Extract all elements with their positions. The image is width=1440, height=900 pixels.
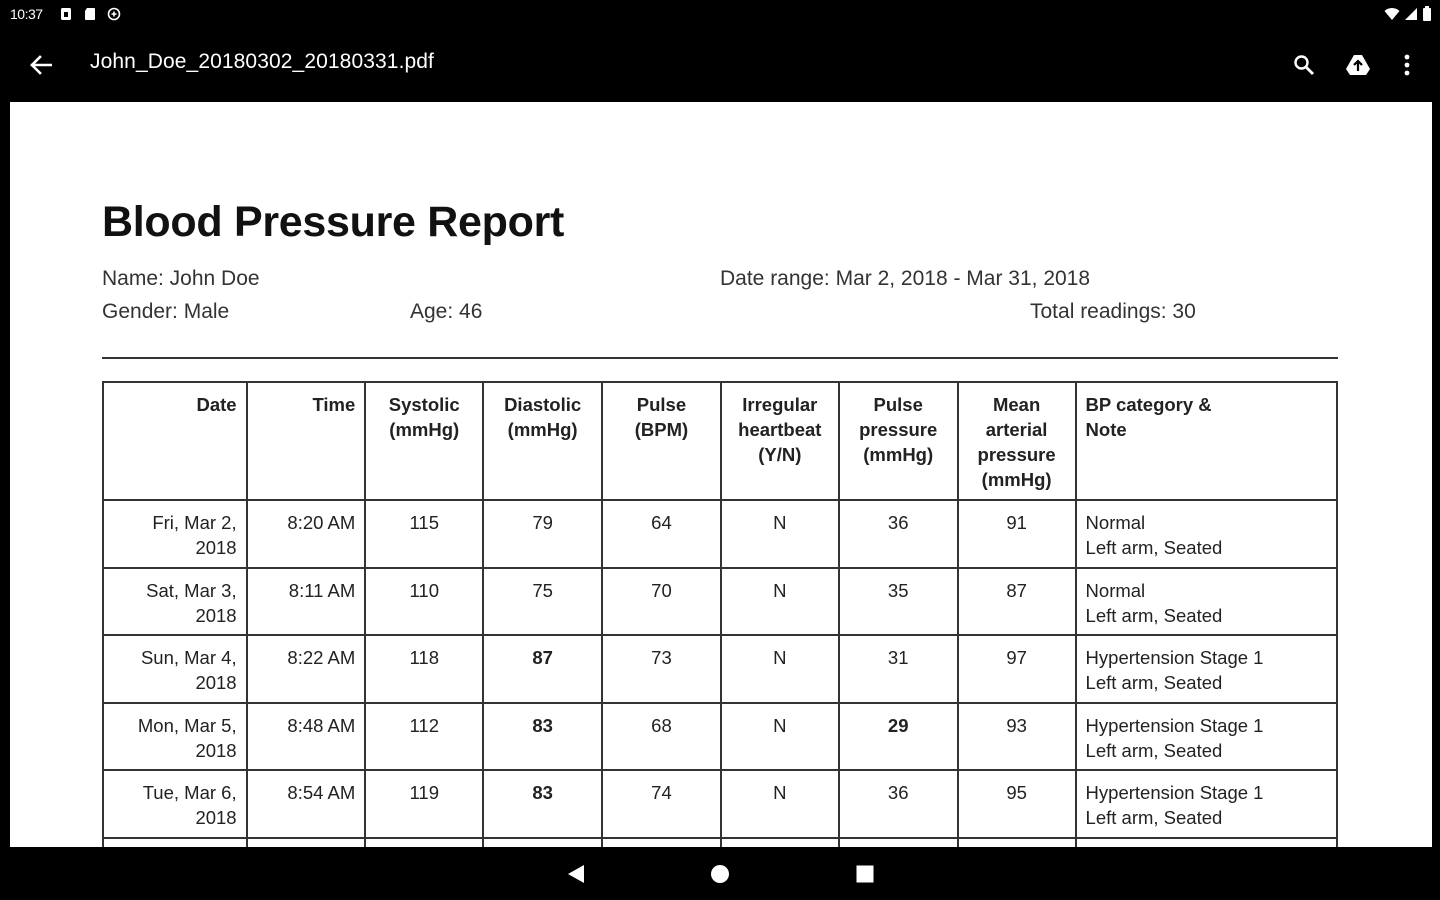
search-button[interactable] xyxy=(1286,48,1322,82)
cell-mean-arterial xyxy=(958,770,1076,838)
cell-irregular-text: N xyxy=(773,714,787,736)
cell-systolic xyxy=(365,635,483,703)
sd-card-icon xyxy=(83,7,97,21)
cell-pulse-pressure-text: 31 xyxy=(887,647,909,668)
column-header-text: arterial xyxy=(985,419,1048,440)
column-header-date xyxy=(103,382,247,500)
search-icon xyxy=(1293,54,1315,76)
cell-time xyxy=(247,568,366,636)
cell-pulse-text: 68 xyxy=(651,714,672,736)
cell-diastolic-text: 79 xyxy=(532,512,553,533)
cell-category-note-text: Hypertension Stage 1 xyxy=(1085,782,1264,803)
column-header-systolic xyxy=(365,382,483,500)
cell-diastolic-text: 83 xyxy=(532,714,553,736)
cell-date-text: 2018 xyxy=(195,604,237,626)
cell-date-text: 2018 xyxy=(195,807,237,828)
cell-category-note-text: Hypertension Stage 1 xyxy=(1085,647,1264,668)
cell-category-note-text: Hypertension Stage 1 xyxy=(1085,714,1264,736)
column-header-text: (mmHg) xyxy=(389,419,460,440)
wifi-icon xyxy=(1384,7,1400,21)
column-header-text: Pulse xyxy=(636,394,687,415)
sim-card-icon xyxy=(59,7,73,21)
recents-square-icon xyxy=(856,865,874,883)
cell-pulse xyxy=(602,770,721,838)
cell-date xyxy=(103,568,247,636)
table-row xyxy=(103,635,1337,703)
cell-systolic-text: 110 xyxy=(409,579,439,601)
cell-time xyxy=(247,770,366,838)
cell-date xyxy=(103,703,247,771)
cell-time-text: 8:11 AM xyxy=(288,579,356,601)
cell-date-text: Sun, Mar 4, xyxy=(140,647,237,668)
column-header-text: Systolic xyxy=(388,394,460,415)
arrow-back-icon xyxy=(30,55,52,75)
nav-recents-button[interactable] xyxy=(852,861,878,887)
column-header-mean-arterial-pressure xyxy=(958,382,1076,500)
column-header-text: BP category & xyxy=(1085,394,1212,415)
column-header-text: heartbeat xyxy=(738,419,822,440)
cell-pulse-pressure-text: 35 xyxy=(887,579,909,601)
cell-category-note-text: Left arm, Seated xyxy=(1085,537,1223,558)
column-header-diastolic xyxy=(483,382,602,500)
cell-pulse-pressure xyxy=(839,500,958,568)
cell-irregular xyxy=(721,703,839,771)
cell-systolic-text: 115 xyxy=(409,512,439,533)
cell-category-note xyxy=(1076,500,1337,568)
patient-gender: Gender: Male xyxy=(102,300,230,323)
cell-date-text: 2018 xyxy=(195,672,237,693)
signal-icon xyxy=(1404,7,1418,21)
cell-systolic-text: 119 xyxy=(409,782,439,803)
cell-irregular xyxy=(721,568,839,636)
cell-category-note-text: Left arm, Seated xyxy=(1085,807,1223,828)
column-header-time xyxy=(247,382,366,500)
cell-time-text: 8:54 AM xyxy=(287,782,356,803)
document-title: John_Doe_20180302_20180331.pdf xyxy=(90,50,434,73)
column-header-text: Irregular xyxy=(742,394,818,415)
table-row xyxy=(103,568,1337,636)
cell-diastolic-text: 87 xyxy=(532,647,553,668)
table-row xyxy=(103,500,1337,568)
patient-age: Age: 46 xyxy=(410,300,483,323)
cell-mean-arterial xyxy=(958,500,1076,568)
table-row xyxy=(103,838,1337,848)
cell-mean-arterial xyxy=(958,568,1076,636)
cell-irregular xyxy=(721,500,839,568)
home-circle-icon xyxy=(710,864,730,884)
cell-diastolic-text: 75 xyxy=(532,579,553,601)
cell-mean-arterial-text: 95 xyxy=(1006,782,1027,803)
cell-mean-arterial-text: 91 xyxy=(1006,512,1027,533)
cell-systolic xyxy=(365,703,483,771)
cell-irregular xyxy=(721,635,839,703)
column-header-text: Time xyxy=(312,394,356,415)
cell-time xyxy=(247,635,366,703)
cell-date-text: 2018 xyxy=(195,739,237,761)
cell-empty xyxy=(483,838,602,848)
cell-category-note-text: Left arm, Seated xyxy=(1085,672,1223,693)
cell-diastolic xyxy=(483,568,602,636)
cell-systolic-text: 112 xyxy=(409,714,439,736)
readings-table xyxy=(102,381,1338,847)
cell-pulse-text: 70 xyxy=(651,579,672,601)
cell-irregular-text: N xyxy=(773,512,787,533)
cell-irregular-text: N xyxy=(773,647,787,668)
column-header-text: (mmHg) xyxy=(981,469,1052,490)
column-header-text: Date xyxy=(196,394,237,415)
cell-mean-arterial xyxy=(958,703,1076,771)
cell-pulse-pressure-text: 36 xyxy=(887,512,909,533)
cell-time xyxy=(247,500,366,568)
cell-empty xyxy=(839,838,958,848)
cell-date-text: Fri, Mar 2, xyxy=(152,512,237,533)
column-header-text: (BPM) xyxy=(634,419,689,440)
cell-empty xyxy=(602,838,721,848)
column-header-text: (mmHg) xyxy=(507,419,578,440)
cell-mean-arterial-text: 87 xyxy=(1006,579,1027,601)
status-bar xyxy=(0,0,1440,28)
cell-pulse-pressure xyxy=(839,568,958,636)
date-range: Date range: Mar 2, 2018 - Mar 31, 2018 xyxy=(720,267,1091,290)
column-header-bp-category-note xyxy=(1076,382,1337,500)
cell-category-note-text: Normal xyxy=(1085,512,1146,533)
cell-systolic-text: 118 xyxy=(409,647,439,668)
cell-empty xyxy=(721,838,839,848)
cell-systolic xyxy=(365,500,483,568)
patient-name: Name: John Doe xyxy=(102,267,260,290)
cell-category-note-text: Normal xyxy=(1085,579,1146,601)
cell-category-note xyxy=(1076,568,1337,636)
cell-pulse-pressure xyxy=(839,770,958,838)
cell-pulse-pressure-text: 36 xyxy=(887,782,909,803)
cell-category-note xyxy=(1076,703,1337,771)
cell-systolic xyxy=(365,568,483,636)
cell-mean-arterial xyxy=(958,635,1076,703)
total-readings: Total readings: 30 xyxy=(1030,300,1196,323)
cell-category-note xyxy=(1076,635,1337,703)
cell-pulse-text: 64 xyxy=(651,512,672,533)
column-header-text: Diastolic xyxy=(504,394,582,415)
more-vert-icon xyxy=(1404,54,1410,76)
column-header-pulse xyxy=(602,382,721,500)
pdf-page[interactable] xyxy=(10,102,1432,847)
cell-empty xyxy=(1076,838,1337,848)
app-bar xyxy=(0,28,1440,102)
cell-pulse-text: 74 xyxy=(651,782,672,803)
column-header-text: Mean xyxy=(992,394,1041,415)
cell-irregular-text: N xyxy=(773,782,787,803)
cell-systolic xyxy=(365,770,483,838)
more-options-button[interactable] xyxy=(1389,48,1425,82)
cell-irregular-text: N xyxy=(773,579,787,601)
drive-upload-icon xyxy=(1345,53,1371,77)
cell-diastolic-text: 83 xyxy=(532,782,553,803)
cell-pulse xyxy=(602,703,721,771)
cell-pulse-pressure-text: 29 xyxy=(887,714,909,736)
column-header-text: Note xyxy=(1085,419,1127,440)
cell-category-note-text: Left arm, Seated xyxy=(1085,739,1223,761)
cell-time-text: 8:20 AM xyxy=(287,512,356,533)
table-row xyxy=(103,703,1337,771)
cell-date-text: Sat, Mar 3, xyxy=(146,579,237,601)
cell-irregular xyxy=(721,770,839,838)
cell-empty xyxy=(103,838,247,848)
cell-pulse xyxy=(602,500,721,568)
cell-date xyxy=(103,635,247,703)
cell-empty xyxy=(365,838,483,848)
cell-diastolic xyxy=(483,635,602,703)
cell-pulse-pressure xyxy=(839,703,958,771)
cell-category-note xyxy=(1076,770,1337,838)
report-title: Blood Pressure Report xyxy=(102,198,565,246)
column-header-text: Pulse xyxy=(873,394,923,415)
cell-mean-arterial-text: 93 xyxy=(1006,714,1027,736)
column-header-text: (Y/N) xyxy=(758,444,802,465)
cell-diastolic xyxy=(483,500,602,568)
cell-time-text: 8:48 AM xyxy=(287,714,356,736)
table-header-row xyxy=(103,382,1337,500)
nav-home-button[interactable] xyxy=(707,861,733,887)
cell-pulse xyxy=(602,635,721,703)
cell-time xyxy=(247,703,366,771)
column-header-irregular-heartbeat xyxy=(721,382,839,500)
cell-category-note-text: Left arm, Seated xyxy=(1085,604,1223,626)
cell-mean-arterial-text: 97 xyxy=(1006,647,1027,668)
divider xyxy=(102,357,1338,359)
cell-empty xyxy=(958,838,1076,848)
column-header-text: pressure xyxy=(977,444,1056,465)
navigation-bar xyxy=(0,847,1440,900)
nav-back-button[interactable] xyxy=(563,861,589,887)
status-time: 10:37 xyxy=(10,6,43,22)
cell-date xyxy=(103,770,247,838)
cell-date xyxy=(103,500,247,568)
cell-date-text: Mon, Mar 5, xyxy=(137,714,237,736)
cell-date-text: 2018 xyxy=(195,537,237,558)
back-triangle-icon xyxy=(567,864,585,884)
column-header-text: (mmHg) xyxy=(863,444,934,465)
cell-pulse-pressure xyxy=(839,635,958,703)
battery-icon xyxy=(1422,6,1432,21)
cell-diastolic xyxy=(483,770,602,838)
data-saver-icon xyxy=(107,7,121,21)
cell-pulse-text: 73 xyxy=(651,647,672,668)
back-button[interactable] xyxy=(24,50,58,80)
cell-time-text: 8:22 AM xyxy=(287,647,356,668)
table-row xyxy=(103,770,1337,838)
cell-diastolic xyxy=(483,703,602,771)
cell-empty xyxy=(247,838,366,848)
column-header-pulse-pressure xyxy=(839,382,958,500)
column-header-text: pressure xyxy=(859,419,938,440)
cell-date-text: Tue, Mar 6, xyxy=(142,782,237,803)
drive-upload-button[interactable] xyxy=(1340,48,1376,82)
cell-pulse xyxy=(602,568,721,636)
